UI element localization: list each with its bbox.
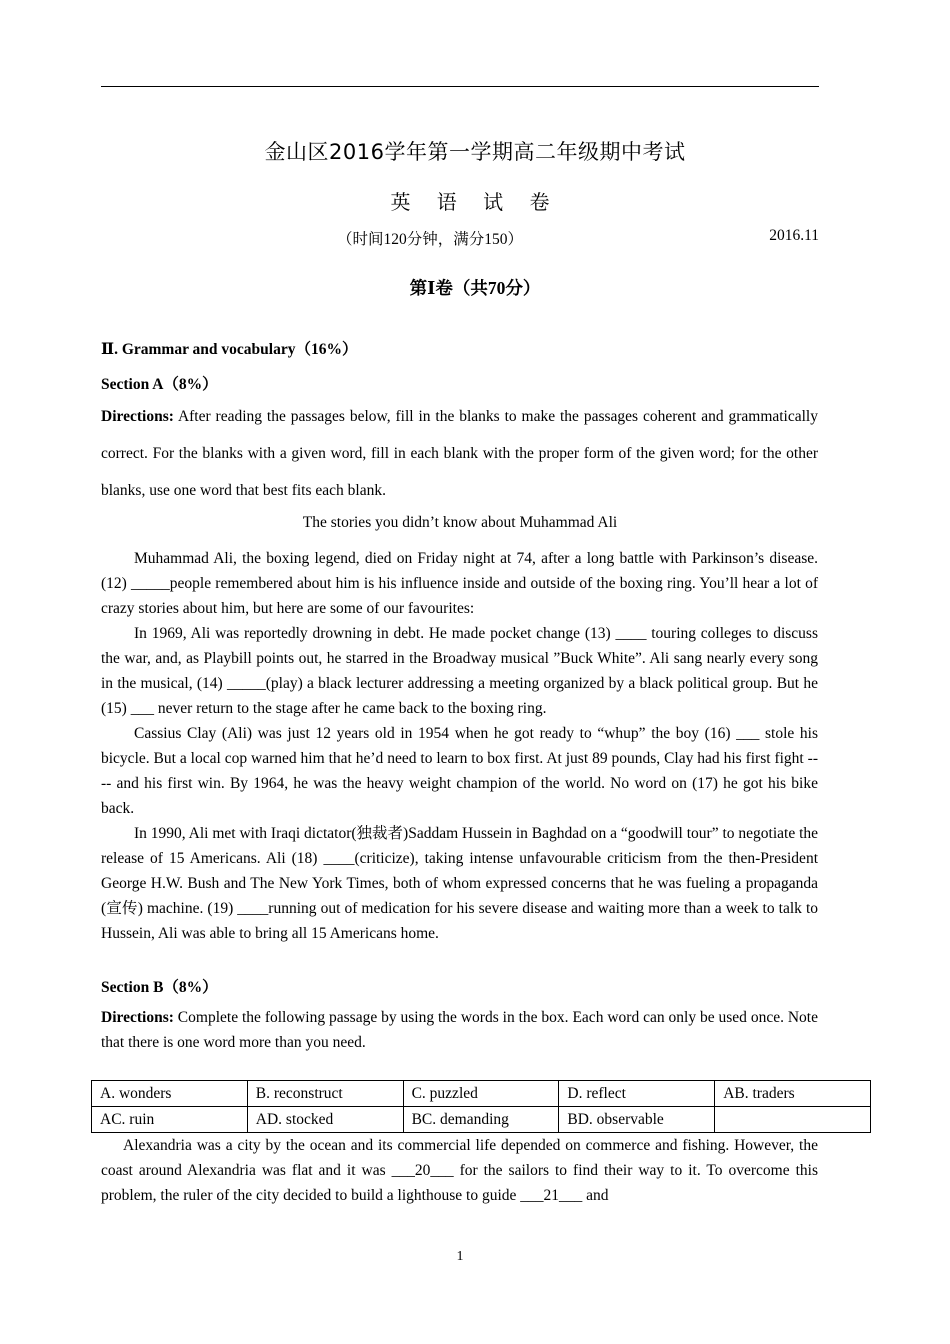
word-option: AC. ruin <box>92 1107 248 1133</box>
passage-paragraph: Muhammad Ali, the boxing legend, died on Friday night at 74, after a long battle with Parkinson’s disease. (12) _____people remembered about him is his influence inside and outside of the boxing ring. You’ll hear a lot of crazy stories about him, but here are some of our favourites: <box>101 550 818 617</box>
word-box-row <box>92 1081 871 1107</box>
section-a-heading: Section A（8%） <box>101 376 218 393</box>
exam-title: 金山区2016学年第一学期高二年级期中考试 <box>264 140 686 164</box>
exam-date: 2016.11 <box>769 227 819 244</box>
section-a-directions <box>101 398 818 509</box>
word-box <box>91 1080 871 1133</box>
section-a-passage <box>101 546 818 946</box>
passage-paragraph: In 1990, Ali met with Iraqi dictator(独裁者)Saddam Hussein in Baghdad on a “goodwill tour” to negotiate the release of 15 Americans. Ali (18) ____(criticize), taking intense unfavourable criticism from the then-President George H.W. Bush and The New York Times, both of whom expressed concerns that he was fueling a propaganda (宣传) machine. (19) ____running out of medication for his severe disease and waiting more than a week to talk to Hussein, Ali was able to bring all 15 Americans home. <box>101 825 819 942</box>
word-option: C. puzzled <box>403 1081 559 1107</box>
word-option: AB. traders <box>715 1081 871 1107</box>
section-b-heading: Section B（8%） <box>101 979 218 996</box>
directions-text: Complete the following passage by using the words in the box. Each word can only be used once. Note that there is one word more than you need. <box>101 1009 818 1051</box>
passage-paragraph: Alexandria was a city by the ocean and its commercial life depended on commerce and fishing. However, the coast around Alexandria was flat and it was ___20___ for the sailors to find their way to it. To overcome this problem, the ruler of the city decided to build a lighthouse to guide ___21___ and <box>101 1137 818 1204</box>
part-title: Grammar and vocabulary（16%） <box>117 341 358 358</box>
directions-label: Directions: <box>101 1009 174 1026</box>
directions-text: After reading the passages below, fill in the blanks to make the passages coherent and grammatically correct. For the blanks with a given word, fill in each blank with the proper form of the given word; for the other blanks, use one word that best fits each blank. <box>101 408 818 499</box>
word-option: A. wonders <box>92 1081 248 1107</box>
word-option: AD. stocked <box>247 1107 403 1133</box>
passage-paragraph: In 1969, Ali was reportedly drowning in debt. He made pocket change (13) ____ touring colleges to discuss the war, and, as Playbill points out, he starred in the Broadway musical ”Buck White”. Ali sang nearly every song in the musical, (14) _____(play) a black lecturer addressing a meeting organized by a black political group. But he (15) ___ never return to the stage after he came back to the boxing ring. <box>101 625 818 717</box>
section-b-passage <box>101 1133 818 1208</box>
part-heading <box>101 337 357 359</box>
word-option <box>715 1107 871 1133</box>
word-option: BC. demanding <box>403 1107 559 1133</box>
page-number: 1 <box>456 1249 464 1264</box>
paper-label: 第Ⅰ卷（共70分） <box>409 278 541 298</box>
word-option: D. reflect <box>559 1081 715 1107</box>
word-option: BD. observable <box>559 1107 715 1133</box>
exam-time-info: （时间120分钟，满分150） <box>337 231 524 248</box>
passage-title: The stories you didn’t know about Muhammad Ali <box>302 514 618 531</box>
section-b-directions <box>101 1005 818 1055</box>
part-number: Ⅱ. <box>101 341 118 358</box>
word-box-row <box>92 1107 871 1133</box>
exam-subtitle: 英 语 试 卷 <box>390 190 560 214</box>
passage-paragraph: Cassius Clay (Ali) was just 12 years old in 1954 when he got ready to “whup” the boy (16) ___ stole his bicycle. But a local cop warned him that he’d need to learn to box first. At just 89 pounds, Clay had his first fight ---- and his first win. By 1964, he was the heavy weight champion of the world. No word on (17) he got his bike back. <box>101 725 818 817</box>
header-rule <box>101 86 819 87</box>
directions-label: Directions: <box>101 408 174 425</box>
word-option: B. reconstruct <box>247 1081 403 1107</box>
